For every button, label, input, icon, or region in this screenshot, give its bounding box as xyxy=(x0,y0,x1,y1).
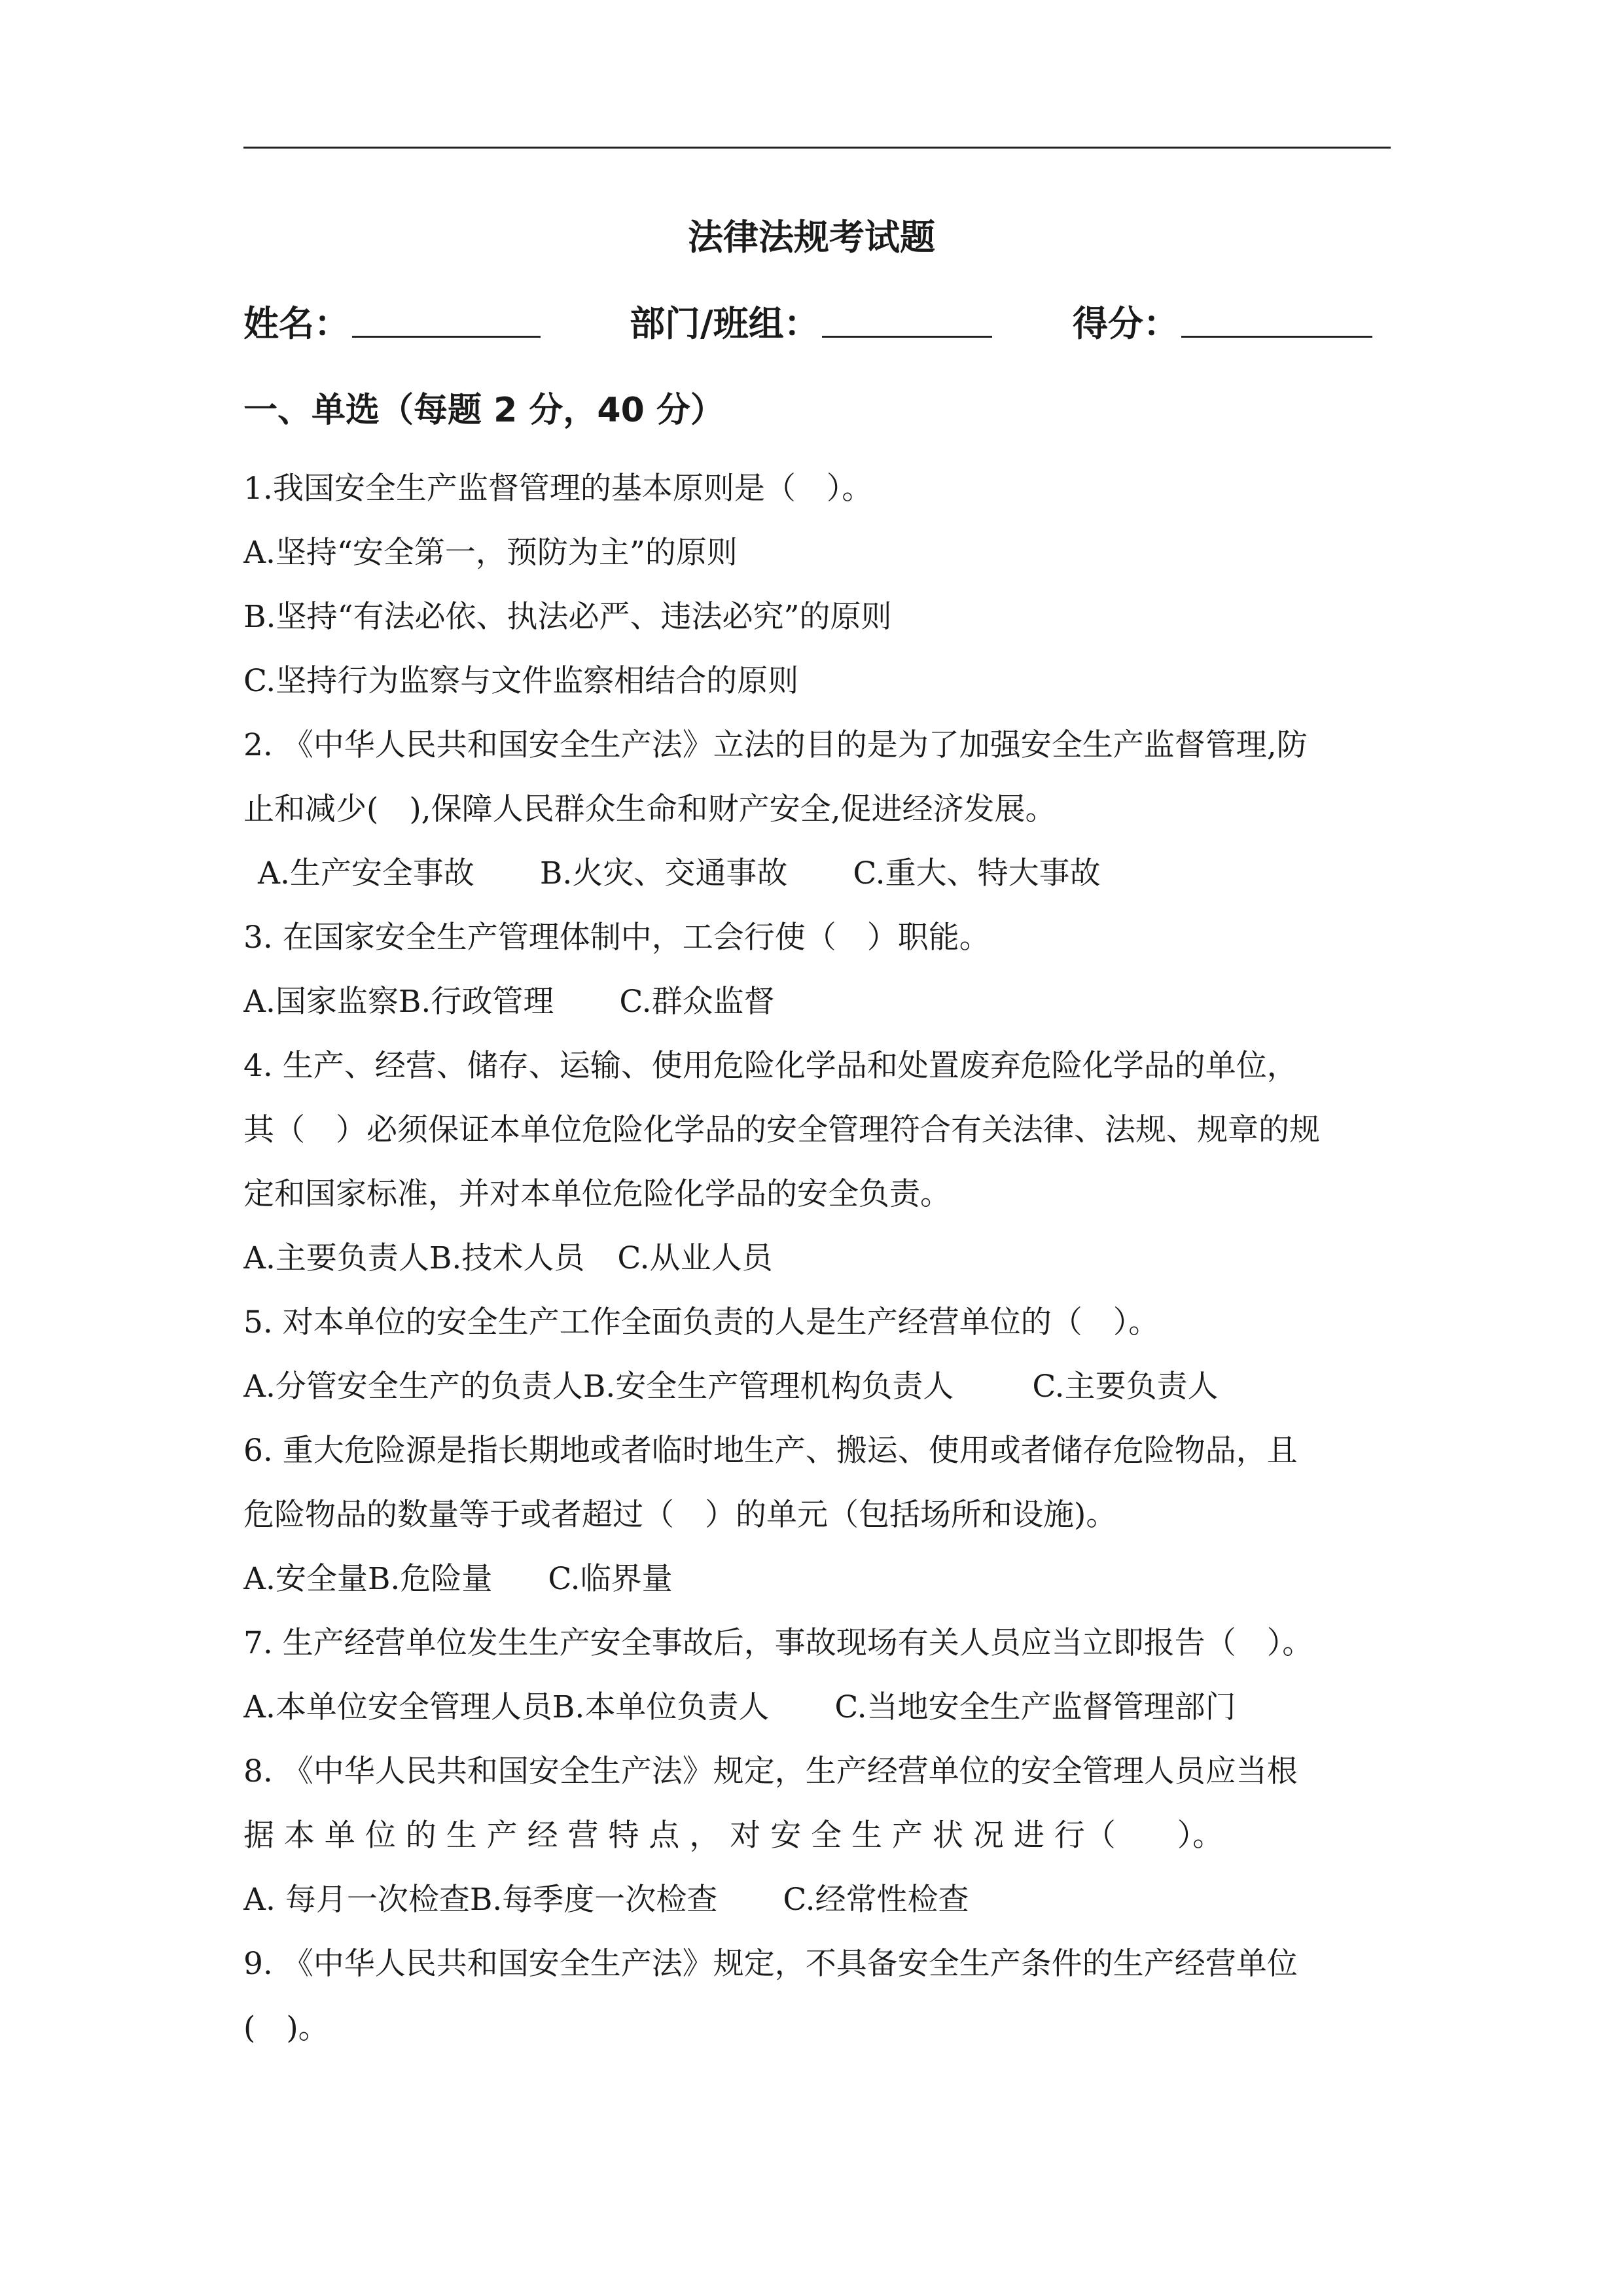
answer-option[interactable]: C.坚持行为监察与文件监察相结合的原则 xyxy=(243,663,799,699)
answer-option[interactable]: C.经常性检查 xyxy=(783,1882,969,1918)
question-6 xyxy=(243,1419,1395,1611)
question-text: 9. 《中华人民共和国安全生产法》规定，不具备安全生产条件的生产经营单位 xyxy=(243,1946,1298,1982)
answer-option[interactable]: A.国家监察 xyxy=(243,984,399,1020)
answer-options-row xyxy=(243,842,1395,906)
answer-option[interactable]: C.从业人员 xyxy=(617,1240,773,1276)
question-text: 8. 《中华人民共和国安全生产法》规定，生产经营单位的安全管理人员应当根 xyxy=(243,1753,1298,1789)
name-blank[interactable] xyxy=(352,291,541,338)
header-rule xyxy=(243,147,1391,149)
question-text: 3. 在国家安全生产管理体制中，工会行使（ ）职能。 xyxy=(243,920,990,956)
question-text: 2. 《中华人民共和国安全生产法》立法的目的是为了加强安全生产监督管理,防 xyxy=(243,727,1308,763)
name-label: 姓名： xyxy=(243,303,349,344)
answer-option[interactable]: B.坚持“有法必依、执法必严、违法必究”的原则 xyxy=(243,599,892,635)
answer-option[interactable]: A.主要负责人 xyxy=(243,1240,429,1276)
answer-option[interactable]: A.生产安全事故 xyxy=(258,855,474,891)
name-field[interactable] xyxy=(243,291,541,357)
question-2 xyxy=(243,713,1395,906)
question-8 xyxy=(243,1740,1395,1932)
answer-option[interactable]: C.当地安全生产监督管理部门 xyxy=(834,1689,1236,1725)
department-label: 部门/班组： xyxy=(630,303,819,344)
score-label: 得分： xyxy=(1073,303,1179,344)
question-list xyxy=(243,457,1395,2060)
score-field[interactable] xyxy=(1073,291,1372,357)
answer-options-row xyxy=(243,1355,1395,1419)
question-text: 据 本 单 位 的 生 产 经 营 特 点 ， 对 安 全 生 产 状 况 进 行（ ）。 xyxy=(243,1818,1224,1854)
examinee-info-row xyxy=(243,291,1395,357)
question-4 xyxy=(243,1034,1395,1291)
question-text: 6. 重大危险源是指长期地或者临时地生产、搬运、使用或者储存危险物品，且 xyxy=(243,1433,1298,1469)
question-5 xyxy=(243,1291,1395,1419)
answer-option[interactable]: B.每季度一次检查 xyxy=(469,1882,718,1918)
question-3 xyxy=(243,906,1395,1034)
answer-option[interactable]: A.安全量 xyxy=(243,1561,368,1597)
answer-option[interactable]: C.主要负责人 xyxy=(1032,1369,1219,1405)
question-7 xyxy=(243,1611,1395,1740)
question-text: 其（ ）必须保证本单位危险化学品的安全管理符合有关法律、法规、规章的规 xyxy=(243,1112,1320,1148)
answer-options-row xyxy=(243,1547,1395,1611)
answer-option[interactable]: C.临界量 xyxy=(548,1561,673,1597)
question-text: 1.我国安全生产监督管理的基本原则是（ ）。 xyxy=(243,471,873,507)
department-blank[interactable] xyxy=(822,291,992,338)
answer-option[interactable]: A.坚持“安全第一，预防为主”的原则 xyxy=(243,535,738,571)
question-text: 止和减少( ),保障人民群众生命和财产安全,促进经济发展。 xyxy=(243,791,1056,827)
answer-options-row xyxy=(243,1227,1395,1291)
answer-option[interactable]: B.危险量 xyxy=(367,1561,493,1597)
question-1 xyxy=(243,457,1395,713)
answer-option[interactable]: A. 每月一次检查 xyxy=(243,1882,470,1918)
answer-option[interactable]: C.群众监督 xyxy=(619,984,775,1020)
question-text: 7. 生产经营单位发生生产安全事故后，事故现场有关人员应当立即报告（ ）。 xyxy=(243,1625,1313,1661)
question-text: 4. 生产、经营、储存、运输、使用危险化学品和处置废弃危险化学品的单位， xyxy=(243,1048,1298,1084)
question-9 xyxy=(243,1932,1395,2060)
answer-option[interactable]: B.安全生产管理机构负责人 xyxy=(582,1369,954,1405)
score-blank[interactable] xyxy=(1181,291,1372,338)
department-field[interactable] xyxy=(630,291,992,357)
answer-options-row xyxy=(243,970,1395,1034)
question-text: 5. 对本单位的安全生产工作全面负责的人是生产经营单位的（ ）。 xyxy=(243,1304,1160,1340)
answer-option[interactable]: B.技术人员 xyxy=(429,1240,585,1276)
answer-option[interactable]: B.行政管理 xyxy=(398,984,554,1020)
answer-option[interactable]: B.本单位负责人 xyxy=(552,1689,770,1725)
question-text: ( )。 xyxy=(243,2010,329,2046)
question-text: 定和国家标准，并对本单位危险化学品的安全负责。 xyxy=(243,1176,951,1212)
answer-option[interactable]: A.本单位安全管理人员 xyxy=(243,1689,552,1725)
answer-options-row xyxy=(243,1868,1395,1932)
answer-option[interactable]: A.分管安全生产的负责人 xyxy=(243,1369,583,1405)
answer-options-row xyxy=(243,1676,1395,1740)
section-heading: 一、单选（每题 2 分，40 分） xyxy=(243,391,724,430)
question-text: 危险物品的数量等于或者超过（ ）的单元（包括场所和设施)。 xyxy=(243,1497,1117,1533)
answer-option[interactable]: C.重大、特大事故 xyxy=(853,855,1101,891)
page-title: 法律法规考试题 xyxy=(688,217,935,258)
answer-option[interactable]: B.火灾、交通事故 xyxy=(539,855,788,891)
